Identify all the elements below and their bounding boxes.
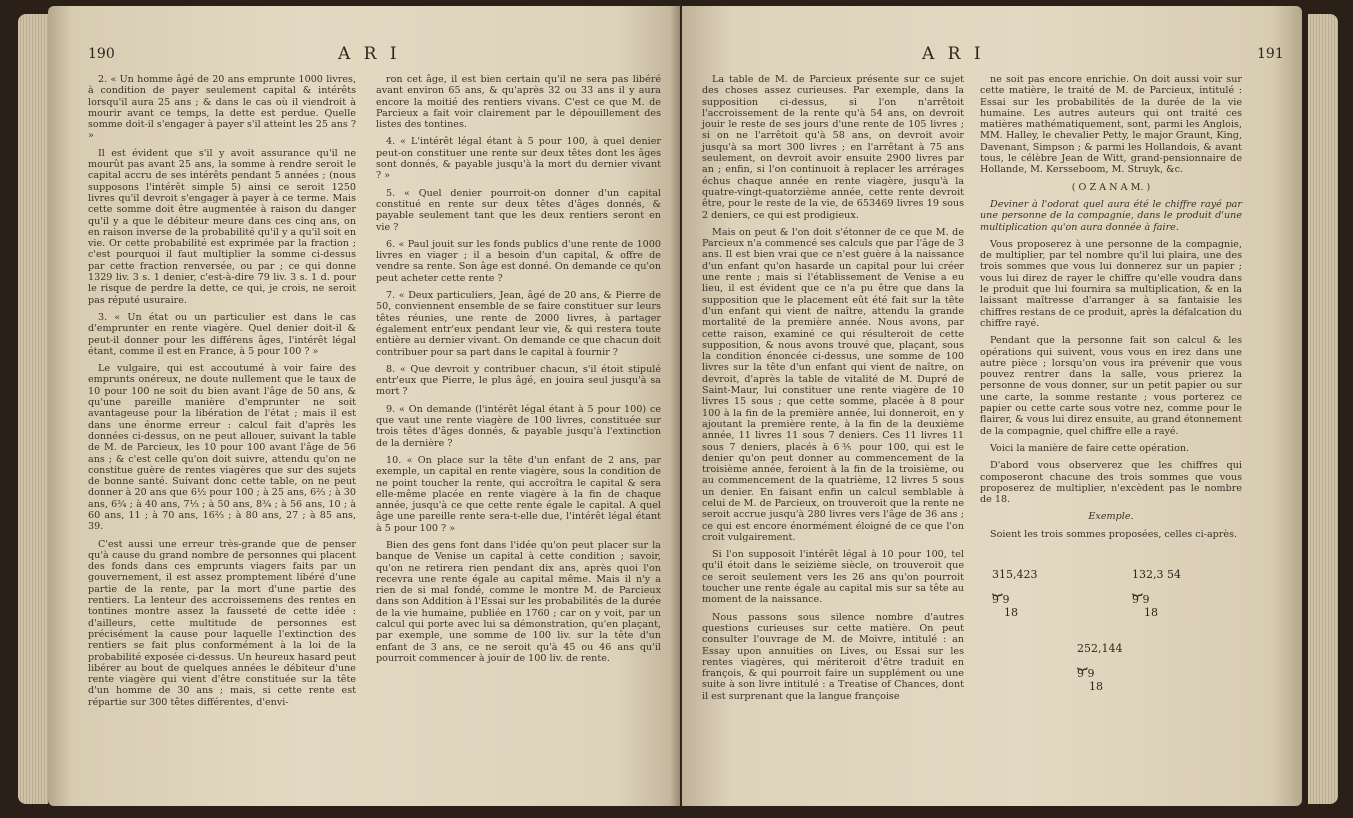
example-calc-3 xyxy=(1077,642,1123,693)
paragraph: Pendant que la personne fait son calcul & les opérations qui suivent, vous vous en irez dans une autre pièce ; lorsqu'on vous ira prévenir que vous pouvez rentrer dans la salle, vous prierez la personne de vous donner, sur un petit papier ou sur une carte, la somme restante ; vous porterez ce papier ou cette carte sous votre nez, comme pour le flairer, & vous lui direz ensuite, au grand étonnement de la compagnie, quel chiffre elle a rayé. xyxy=(980,335,1242,437)
paragraph: 9. « On demande (l'intérêt légal étant à 5 pour 100) ce que vaut une rente viagère de 100 livres, constituée sur trois têtes d'âges donnés, & payable jusqu'à l'extinction de la dernière ? xyxy=(376,403,661,449)
paragraph: C'est aussi une erreur très-grande que de penser qu'à cause du grand nombre de personnes qui placent des fonds dans ces emprunts viagers faits par un gouvernement, il est assez promptement libéré d'une partie de la rente, par la mort d'une partie des rentiers. La lenteur des accroissemens des rentes en tontines montre assez la fausseté de cette idée : d'ailleurs, cette multitude de personnes est précisément la cause pour laquelle l'extinction des rentiers se fait plus conformément à la loi de la probabilité exposée ci-dessus. Un heureux hasard peut libérer au bout de quelques années le débiteur d'une rente viagère qui vient d'être constituée sur la tête d'un homme de 30 ans ; mais, si cette rente est répartie sur 300 têtes différentes, d'envi- xyxy=(88,538,356,708)
paragraph: Vous proposerez à une personne de la compagnie, de multiplier, par tel nombre qu'il lui plaira, une des trois sommes que vous lui donnerez sur un papier ; vous lui direz de rayer le chiffre qu'elle voudra dans le produit que lui fournira sa multiplication, & en la laissant maîtresse d'arranger à sa fantaisie les chiffres restans de ce produit, après la défalcation du chiffre rayé. xyxy=(980,238,1242,329)
paragraph: 5. « Quel denier pourroit-on donner d'un capital constitué en rente sur deux têtes d'âges donnés, & payable seulement tant que les deux rentiers seront en vie ? xyxy=(376,187,661,233)
paragraph: ne soit pas encore enrichie. On doit aussi voir sur cette matière, le traité de M. de Parcieux, intitulé : Essai sur les probabilités de la durée de la vie humaine. Les autres auteurs qui ont traité ces matières mathématiquement, sont, parmi les Anglois, MM. Halley, le chevalier Petty, le major Graunt, King, Davenant, Simpson ; & parmi les Hollandois, & avant tous, le célèbre Jean de Witt, grand-pensionnaire de Hollande, M. Kersseboom, M. Struyk, &c. xyxy=(980,74,1242,176)
text-column-right-2 xyxy=(980,74,1242,564)
paragraph: Le vulgaire, qui est accoutumé à voir faire des emprunts onéreux, ne doute nullement que le taux de 10 pour 100 ne soit du bien avant l'âge de 50 ans, & qu'une pareille manière d'emprunter ne soit avantageuse pour la libération de l'état ; mais il est dans une énorme erreur : calcul fait d'après les données ci-dessus, on ne peut allouer, suivant la table de M. de Parcieux, les 10 pour 100 avant l'âge de 56 ans ; & c'est celle qu'on doit suivre, attendu qu'on ne constitue guère de rentes viagères que sur des sujets de bonne santé. Suivant donc cette table, on ne peut donner à 20 ans que 6½ pour 100 ; à 25 ans, 6⅔ ; à 30 ans, 6¾ ; à 40 ans, 7⅓ ; à 50 ans, 8¾ ; à 56 ans, 10 ; à 60 ans, 11 ; à 70 ans, 16⅔ ; à 80 ans, 27 ; à 85 ans, 39. xyxy=(88,363,356,533)
paragraph: Il est évident que s'il y avoit assurance qu'il ne mourût pas avant 25 ans, la somme à rendre seroit le capital accru de ses intérêts pendant 5 années ; (nous supposons l'intérêt simple 5) ainsi ce seroit 1250 livres qu'il devroit s'engager à payer à ce terme. Mais cette somme doit être augmentée à raison du danger qu'il y a que le débiteur meure dans ces cinq ans, on en raison inverse de la probabilité qu'il y a qu'il soit en vie. Or cette probabilité est exprimée par la fraction ; c'est pourquoi il faut multiplier la somme ci-dessus par cette fraction renversée, ou par ; ce qui donne 1329 liv. 3 s. 1 denier, c'est-à-dire 79 liv. 3 s. 1 d. pour le risque de perdre la dette, ce qui, je crois, ne seroit pas réputé usuraire. xyxy=(88,147,356,306)
example-label: Exemple. xyxy=(1088,511,1134,523)
example-mid: 9 9 xyxy=(1077,667,1095,680)
paragraph: Mais on peut & l'on doit s'étonner de ce que M. de Parcieux n'a commencé ses calculs que par l'âge de 3 ans. Il est bien vrai que ce n'est guère à la naissance d'un enfant qu'on hasarde un capital pour lui créer une rente ; mais si l'établissement de Venise a eu lieu, il est évident que ce n'a pu être que dans la supposition que le placement eût été fait sur la tête d'un enfant qui vient de naître, attendu la grande mortalité de la première année. Nous avons, par cette raison, examiné ce qui résulteroit de cette supposition, & nous avons trouvé que, plaçant, sous la condition énoncée ci-dessus, une somme de 100 livres sur la tête d'un enfant qui vient de naître, on devroit, d'après la table de vitalité de M. Dupré de Saint-Maur, lui constituer une rente viagère de 10 livres 15 sous ; que cette somme, placée à 8 pour 100 à la fin de la première année, lui donneroit, en y ajoutant la première rente, à la fin de la deuxième année, 11 livres 11 sous 7 deniers. Ces 11 livres 11 sous 7 deniers, placés à 6⅗ pour 100, qui est le denier qu'on peut donner au commencement de la troisième année, feroient à la fin de la troisième, ou au commencement de la quatrième, 12 livres 5 sous un denier. En faisant enfin un calcul semblable à celui de M. de Parcieux, on trouveroit que la rente ne seroit accrue jusqu'à 280 livres vers l'âge de 36 ans ; ce qui est encore énormément éloigné de ce que l'on croit vulgairement. xyxy=(702,226,964,543)
author-signature: ( O Z A N A M. ) xyxy=(1071,181,1151,193)
example-mid: 9 9 xyxy=(1132,593,1150,606)
example-top: 315,423 xyxy=(992,568,1038,581)
paragraph: Si l'on supposoit l'intérêt légal à 10 pour 100, tel qu'il étoit dans le seizième siècle, on trouveroit que ce seroit seulement vers les 26 ans qu'on pourroit toucher une rente égale au capital mis sur sa tête au moment de la naissance. xyxy=(702,549,964,606)
running-head: A R I xyxy=(922,44,985,64)
paragraph: ron cet âge, il est bien certain qu'il ne sera pas libéré avant environ 65 ans, & qu'après 32 ou 33 ans il y aura encore la moitié des rentiers vivans. C'est ce que M. de Parcieux a fait voir clairement par le dépouillement des listes des tontines. xyxy=(376,74,661,131)
example-mid: 9 9 xyxy=(992,593,1010,606)
brace-icon: ⏟ xyxy=(1132,576,1143,597)
paragraph: Soient les trois sommes proposées, celles ci-après. xyxy=(990,528,1238,540)
paragraph: 6. « Paul jouit sur les fonds publics d'une rente de 1000 livres en viager ; il a besoin d'un capital, & offre de vendre sa rente. Son âge est donné. On demande ce qu'on peut acheter cette rente ? xyxy=(376,238,661,284)
example-calc-2 xyxy=(1132,568,1181,619)
text-column-left-1 xyxy=(88,74,356,714)
paragraph: Nous passons sous silence nombre d'autres questions curieuses sur cette matière. On peut consulter l'ouvrage de M. de Moivre, intitulé : an Essay upon annuities on Lives, ou Essai sur les rentes viagères, qui mériteroit d'être traduit en françois, & qui pourroit faire un supplément ou une suite à son livre intitulé : a Treatise of Chances, dont il est surprenant que la langue françoise xyxy=(702,611,964,702)
paragraph: 8. « Que devroit y contribuer chacun, s'il étoit stipulé entr'eux que Pierre, le plus âgé, en jouira seul jusqu'à sa mort ? xyxy=(376,363,661,398)
section-heading: Deviner à l'odorat quel aura été le chiffre rayé par une personne de la compagnie, dans le produit d'une multiplication qu'on aura donnée à faire. xyxy=(980,198,1242,233)
page-number: 190 xyxy=(88,46,115,62)
paragraph: Bien des gens font dans l'idée qu'on peut placer sur la banque de Venise un capital à cette condition ; savoir, qu'on ne retirera rien pendant dix ans, après quoi l'on recevra une rente égale au capital même. Mais il n'y a rien de si mal fondé, comme le montre M. de Parcieux dans son Addition à l'Essai sur les probabilités de la durée de la vie humaine, publiée en 1760 ; car on y voit, par un calcul qui porte avec lui sa démonstration, qu'en plaçant, par exemple, une somme de 100 liv. sur la tête d'un enfant de 3 ans, ce ne seroit qu'à 45 ou 46 ans qu'il pourroit commencer à jouir de 100 liv. de rente. xyxy=(376,539,661,664)
paragraph: 2. « Un homme âgé de 20 ans emprunte 1000 livres, à condition de payer seulement capital & intérêts lorsqu'il aura 25 ans ; & dans le cas où il viendroit à mourir avant ce temps, la dette est perdue. Quelle somme doit-il s'engager à payer s'il atteint les 25 ans ? » xyxy=(88,74,356,142)
paragraph: 7. « Deux particuliers, Jean, âgé de 20 ans, & Pierre de 50, conviennent ensemble de se faire constituer sur leurs têtes réunies, une rente de 2000 livres, à partager également entr'eux pendant leur vie, & qui restera toute entière au dernier vivant. On demande ce que chacun doit contribuer pour sa part dans le capital à fournir ? xyxy=(376,290,661,358)
paragraph: La table de M. de Parcieux présente sur ce sujet des choses assez curieuses. Par exemple, dans la supposition ci-dessus, si l'on n'arrêtoit l'accroissement de la rente qu'à 54 ans, on devroit jouir le reste de ses jours d'une rente de 105 livres ; si on ne l'arrêtoit qu'à 58 ans, on devroit avoir jusqu'à sa mort 300 livres ; en l'arrêtant à 75 ans seulement, on devroit avoir ensuite 2900 livres par an ; enfin, si l'on continuoit à replacer les arrérages échus chaque année en rente viagère, jusqu'à la quatre-vingt-quatorzième année, cette rente devroit être, pour le reste de la vie, de 653469 livres 19 sous 2 deniers, ce qui est prodigieux. xyxy=(702,74,964,221)
example-calc-1 xyxy=(992,568,1038,619)
paragraph: 10. « On place sur la tête d'un enfant de 2 ans, par exemple, un capital en rente viagère, sous la condition de ne point toucher la rente, qui accroîtra le capital & sera elle-même placée en rente viagère à la fin de chaque année, jusqu'à ce que cette rente égale le capital. A quel âge une pareille rente sera-t-elle due, l'intérêt légal étant à 5 pour 100 ? » xyxy=(376,454,661,534)
right-page xyxy=(682,6,1302,806)
running-head: A R I xyxy=(338,44,401,64)
paragraph: Voici la manière de faire cette opération. xyxy=(990,442,1190,454)
text-column-right-1 xyxy=(702,74,964,708)
open-book xyxy=(18,6,1340,812)
left-page xyxy=(48,6,680,806)
brace-icon: ⏟ xyxy=(1077,650,1088,671)
paragraph: 3. « Un état ou un particulier est dans le cas d'emprunter en rente viagère. Quel denier doit-il & peut-il donner pour les différens âges, l'intérêt légal étant, comme il est en France, à 5 pour 100 ? » xyxy=(88,311,356,357)
page-edges-right xyxy=(1308,14,1338,804)
example-top: 252,144 xyxy=(1077,642,1123,655)
example-bottom: 18 xyxy=(1004,606,1018,619)
page-number: 191 xyxy=(1257,46,1284,62)
example-bottom: 18 xyxy=(1089,680,1103,693)
text-column-left-2 xyxy=(376,74,661,670)
paragraph: D'abord vous observerez que les chiffres qui composeront chacune des trois sommes que vous proposerez de multiplier, n'excèdent pas le nombre de 18. xyxy=(980,460,1242,506)
example-top: 132,3 54 xyxy=(1132,568,1181,581)
example-bottom: 18 xyxy=(1144,606,1158,619)
brace-icon: ⏟ xyxy=(992,576,1003,597)
paragraph: 4. « L'intérêt légal étant à 5 pour 100, à quel denier peut-on constituer une rente sur deux têtes dont les âges sont donnés, & payable jusqu'à la mort du dernier vivant ? » xyxy=(376,136,661,182)
page-edges-left xyxy=(18,14,48,804)
